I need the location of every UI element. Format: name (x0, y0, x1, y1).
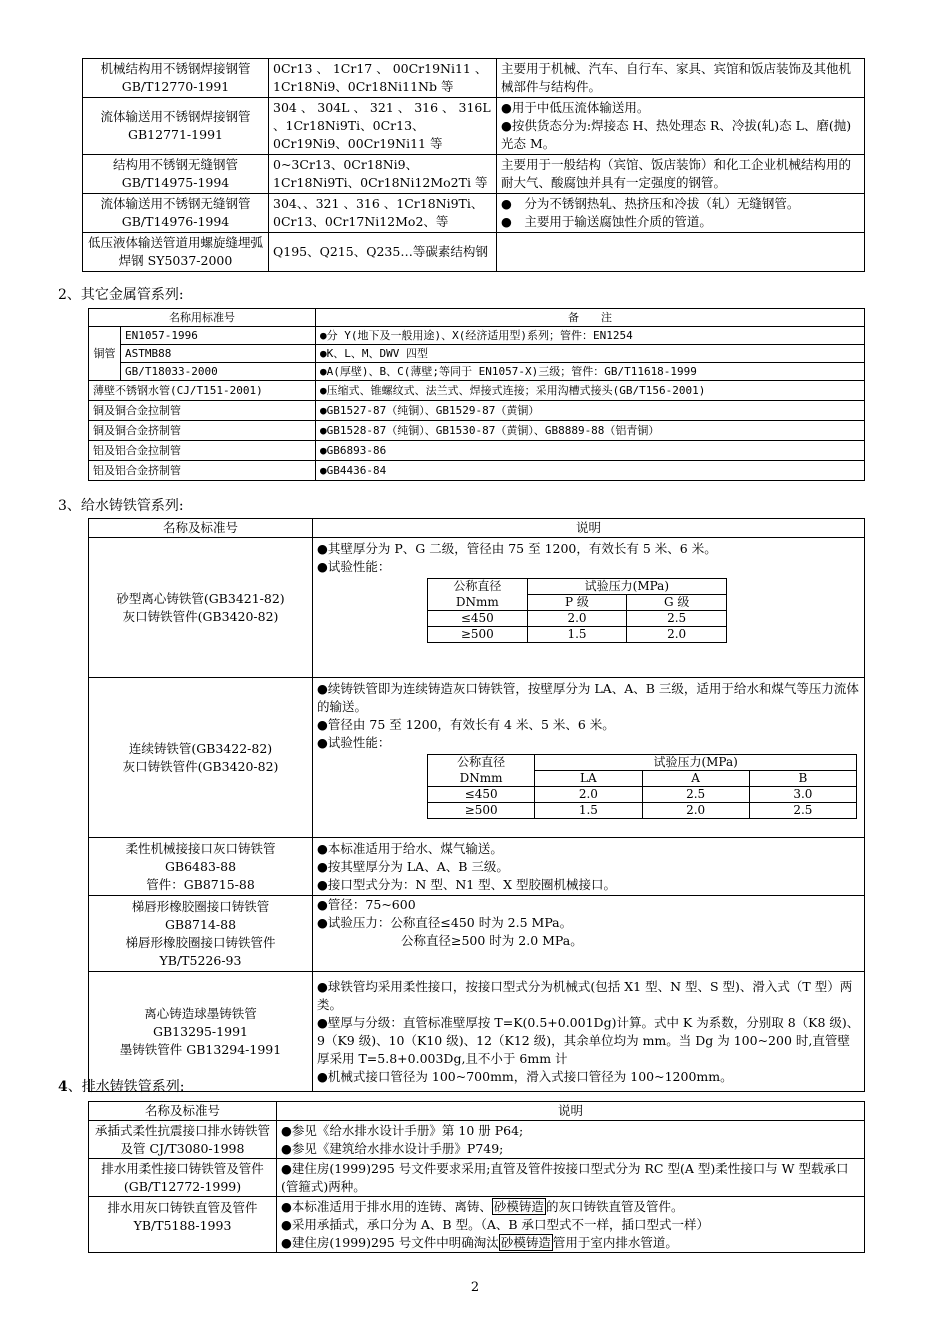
sub-cell: 1.5 (535, 803, 642, 819)
steel-grade: 0~3Cr13、0Cr18Ni9、1Cr18Ni9Ti、0Cr18Ni12Mo2Ti 等 (269, 155, 497, 194)
highlighted-term: 砂模铸造 (493, 1198, 544, 1214)
table-header-row (89, 1102, 865, 1121)
pipe-description (277, 1121, 865, 1159)
pipe-note: 主要用于一般结构（宾馆、饭店装饰）和化工企业机械结构用的耐大气、酸腐蚀并具有一定强度的钢管。 (497, 155, 865, 194)
note-bullet: ● 主要用于输送腐蚀性介质的管道。 (501, 214, 712, 229)
drain-cast-iron-pipe-table (88, 1101, 865, 1253)
desc-text: ●建住房(1999)295 号文件中明确淘汰 (281, 1234, 499, 1250)
sub-cell: ≤450 (428, 787, 535, 803)
sub-header: A (642, 771, 749, 787)
pipe-name: 承插式柔性抗震接口排水铸铁管及管 CJ/T3080-1998 (89, 1121, 277, 1159)
highlighted-term: 砂模铸造 (500, 1234, 551, 1250)
pipe-name: 结构用不锈钢无缝钢管 GB/T14975-1994 (83, 155, 269, 194)
pipe-note: 主要用于机械、汽车、自行车、家具、宾馆和饭店装饰及其他机械部件与结构件。 (497, 59, 865, 98)
steel-grade: 304 、 304L 、 321 、 316 、 316L 、1Cr18Ni9Ti、0Cr13、0Cr19Ni9、00Cr19Ni11 等 (269, 98, 497, 155)
pipe-note: ●GB1527-87（纯铜）、GB1529-87（黄铜） (316, 401, 865, 421)
pipe-note: ●A(厚壁)、B、C(薄壁;等同于 EN1057-X)三级；管件：GB/T11618-1999 (316, 363, 865, 381)
pipe-name-line: YB/T5226-93 (159, 952, 242, 968)
section-4-heading (58, 1078, 184, 1096)
column-header: 说明 (277, 1102, 865, 1121)
table-row (83, 194, 865, 233)
table-row (89, 441, 865, 461)
desc-bullet (281, 1198, 860, 1216)
pipe-name-line: GB8714-88 (164, 916, 237, 932)
table-row (89, 972, 865, 1092)
pipe-note (497, 98, 865, 155)
pipe-description (313, 972, 865, 1092)
desc-bullet: ●管径由 75 至 1200，有效长有 4 米、5 米、6 米。 (317, 717, 615, 732)
pipe-name: 流体输送用不锈钢无缝钢管 GB/T14976-1994 (83, 194, 269, 233)
table-row (89, 538, 865, 678)
pipe-note: ●GB1528-87（纯铜）、GB1530-87（黄铜）、GB8889-88（铝青铜） (316, 421, 865, 441)
pipe-name-line: 梯唇形橡胶圈接口铸铁管 (131, 898, 270, 914)
table-row (89, 327, 865, 345)
pipe-note (497, 233, 865, 272)
sub-cell: 1.5 (527, 627, 627, 643)
test-pressure-table (427, 754, 857, 819)
desc-bullet: ●球铁管均采用柔性接口，按接口型式分为机械式(包括 X1 型、N 型、S 型)、滑入式（T 型）两类。 (317, 978, 853, 1012)
table-row (83, 155, 865, 194)
sub-header: 公称直径 (428, 579, 528, 595)
pipe-name (89, 678, 313, 838)
pipe-name-line: 管件：GB8715-88 (146, 876, 255, 892)
pipe-note: ●分 Y(地下及一般用途)、X(经济适用型)系列；管件：EN1254 (316, 327, 865, 345)
table-row (89, 363, 865, 381)
note-bullet: ●用于中低压流体输送用。 (501, 100, 650, 115)
table-row (89, 678, 865, 838)
sub-header: B (749, 771, 856, 787)
sub-header: 试验压力(MPa) (535, 755, 857, 771)
standard-number: GB/T18033-2000 (121, 363, 316, 381)
pipe-name-line: 砂型离心铸铁管(GB3421-82) (116, 590, 285, 606)
steel-grade: 0Cr13 、 1Cr17 、 00Cr19Ni11 、1Cr18Ni9、0Cr18Ni11Nb 等 (269, 59, 497, 98)
pipe-note: ●K、L、M、DWV 四型 (316, 345, 865, 363)
sub-cell: 2.0 (642, 803, 749, 819)
desc-bullet: ●接口型式分为：N 型、N1 型、X 型胶圈机械接口。 (317, 876, 617, 892)
desc-bullet: ●参见《给水排水设计手册》第 10 册 P64; (281, 1122, 524, 1138)
pipe-name: 排水用灰口铸铁直管及管件 YB/T5188-1993 (89, 1197, 277, 1253)
standard-number: EN1057-1996 (121, 327, 316, 345)
desc-bullet: ●参见《建筑给水排水设计手册》P749; (281, 1140, 504, 1156)
table-row (89, 421, 865, 441)
desc-bullet: ●续铸铁管即为连续铸造灰口铸铁管，按壁厚分为 LA、A、B 三级，适用于给水和煤气等压力流体的输送。 (317, 681, 859, 714)
pipe-name-line: 灰口铸铁管件(GB3420-82) (122, 608, 279, 624)
sub-header: DNmm (428, 771, 535, 787)
copper-group-label: 铜管 (89, 327, 121, 381)
sub-header: DNmm (428, 595, 528, 611)
pipe-name-line: 灰口铸铁管件(GB3420-82) (122, 758, 279, 774)
table-row (83, 59, 865, 98)
table-row (89, 345, 865, 363)
table-row (89, 461, 865, 481)
column-header: 名称及标准号 (89, 519, 313, 538)
section-4-number: 4 (58, 1079, 68, 1095)
column-header: 备 注 (316, 309, 865, 327)
desc-bullet-continued: 公称直径≥500 时为 2.0 MPa。 (401, 933, 583, 948)
sub-cell: 3.0 (749, 787, 856, 803)
pipe-description (313, 678, 865, 838)
section-4-title: 、排水铸铁管系列: (67, 1079, 185, 1095)
desc-text: ●本标准适用于排水用的连铸、离铸、 (281, 1198, 492, 1214)
table-row (89, 381, 865, 401)
sub-cell: ≥500 (428, 803, 535, 819)
table-row (89, 1197, 865, 1253)
pipe-description: ●建住房(1999)295 号文件要求采用;直管及管件按接口型式分为 RC 型(A 型)柔性接口与 W 型载承口(管箍式)两种。 (277, 1159, 865, 1197)
page-number: 2 (470, 1280, 480, 1295)
other-metal-pipe-table (88, 308, 865, 481)
pipe-note: ●GB6893-86 (316, 441, 865, 461)
sub-header: LA (535, 771, 642, 787)
table-row (89, 1159, 865, 1197)
pipe-note (497, 194, 865, 233)
note-bullet: ●按供货态分为:焊接态 H、热处理态 R、冷拔(轧)态 L、磨(抛)光态 M。 (501, 118, 852, 151)
note-bullet: ● 分为不锈钢热轧、热挤压和冷拔（轧）无缝钢管。 (501, 196, 800, 211)
desc-text: 管用于室内排水管道。 (552, 1234, 678, 1250)
sub-cell: 2.0 (527, 611, 627, 627)
desc-bullet: ●其壁厚分为 P、G 二级，管径由 75 至 1200，有效长有 5 米、6 米。 (317, 541, 717, 556)
pipe-name (89, 896, 313, 972)
standard-number: ASTMB88 (121, 345, 316, 363)
pipe-name-line: 墨铸铁管件 GB13294-1991 (119, 1041, 282, 1057)
desc-bullet (281, 1234, 860, 1252)
column-header: 名称用标准号 (89, 309, 316, 327)
sub-header: G 级 (627, 595, 727, 611)
pipe-note: ●压缩式、锥螺纹式、法兰式、焊接式连接；采用沟槽式接头(GB/T156-2001) (316, 381, 865, 401)
desc-bullet: ●按其壁厚分为 LA、A、B 三级。 (317, 858, 509, 874)
pipe-name: 铝及铝合金拉制管 (89, 441, 316, 461)
pipe-name: 薄壁不锈钢水管(CJ/T151-2001) (89, 381, 316, 401)
pipe-name-line: 连续铸铁管(GB3422-82) (128, 740, 273, 756)
steel-grade: Q195、Q215、Q235…等碳素结构钢 (269, 233, 497, 272)
pipe-name: 铝及铝合金挤制管 (89, 461, 316, 481)
sub-cell: ≥500 (428, 627, 528, 643)
desc-bullet: ●试验性能： (317, 735, 391, 750)
pipe-name: 铜及铜合金挤制管 (89, 421, 316, 441)
pipe-name (89, 838, 313, 896)
column-header: 名称及标准号 (89, 1102, 277, 1121)
pipe-name-line: GB13295-1991 (153, 1023, 248, 1039)
section-3-heading: 3、给水铸铁管系列: (58, 498, 184, 514)
desc-bullet: ●壁厚与分级：直管标准壁厚按 T=K(0.5+0.001Dg)计算。式中 K 为系数，分别取 8（K8 级)、9（K9 级)、10（K10 级)、12（K12 级)，其余单位均为 mm。当 Dg 为 100~200 时,直管壁厚采用 T=5.8+0.003Dg,且不小于 6mm 计 (317, 1014, 860, 1066)
pipe-name: 排水用柔性接口铸铁管及管件(GB/T12772-1999) (89, 1159, 277, 1197)
desc-bullet: ●本标准适用于给水、煤气输送。 (317, 840, 503, 856)
pipe-name-line: 柔性机械接接口灰口铸铁管 (125, 840, 276, 856)
water-cast-iron-pipe-table (88, 518, 865, 1092)
pipe-description (277, 1197, 865, 1253)
table-row (83, 233, 865, 272)
desc-bullet: ●管径：75~600 (317, 897, 416, 912)
table-header-row (89, 519, 865, 538)
steel-grade: 304、、321 、316 、1Cr18Ni9Ti、0Cr13、0Cr17Ni12Mo2、等 (269, 194, 497, 233)
sub-header: 公称直径 (428, 755, 535, 771)
pipe-name (89, 538, 313, 678)
pipe-name: 低压液体输送管道用螺旋缝埋弧焊钢 SY5037-2000 (83, 233, 269, 272)
stainless-pipe-table (82, 58, 865, 272)
table-row (89, 838, 865, 896)
desc-bullet: ●机械式接口管径为 100~700mm，滑入式接口管径为 100~1200mm。 (317, 1068, 733, 1084)
desc-text: 的灰口铸铁直管及管件。 (545, 1198, 684, 1214)
pipe-name: 机械结构用不锈钢焊接钢管 GB/T12770-1991 (83, 59, 269, 98)
pipe-name-line: GB6483-88 (164, 858, 237, 874)
pipe-name-line: 梯唇形橡胶圈接口铸铁管件 (125, 934, 276, 950)
table-row (83, 98, 865, 155)
sub-cell: 2.5 (642, 787, 749, 803)
table-row (89, 896, 865, 972)
desc-bullet: ●试验压力：公称直径≤450 时为 2.5 MPa。 (317, 915, 573, 930)
pipe-name: 铜及铜合金拉制管 (89, 401, 316, 421)
pipe-description (313, 838, 865, 896)
sub-cell: 2.0 (535, 787, 642, 803)
sub-cell: 2.5 (749, 803, 856, 819)
pipe-name-line: 离心铸造球墨铸铁管 (144, 1005, 257, 1021)
table-header-row (89, 309, 865, 327)
test-pressure-table (427, 578, 727, 643)
pipe-name: 流体输送用不锈钢焊接钢管 GB12771-1991 (83, 98, 269, 155)
sub-header: P 级 (527, 595, 627, 611)
desc-bullet: ●采用承插式，承口分为 A、B 型。（A、B 承口型式不一样，插口型式一样） (281, 1216, 710, 1232)
pipe-note: ●GB4436-84 (316, 461, 865, 481)
pipe-name (89, 972, 313, 1092)
section-2-heading: 2、其它金属管系列: (58, 287, 184, 303)
table-row (89, 1121, 865, 1159)
sub-cell: ≤450 (428, 611, 528, 627)
sub-header: 试验压力(MPa) (527, 579, 726, 595)
sub-cell: 2.0 (627, 627, 727, 643)
pipe-description (313, 538, 865, 678)
sub-cell: 2.5 (627, 611, 727, 627)
desc-bullet: ●试验性能： (317, 559, 391, 574)
column-header: 说明 (313, 519, 865, 538)
table-row (89, 401, 865, 421)
pipe-description (313, 896, 865, 972)
